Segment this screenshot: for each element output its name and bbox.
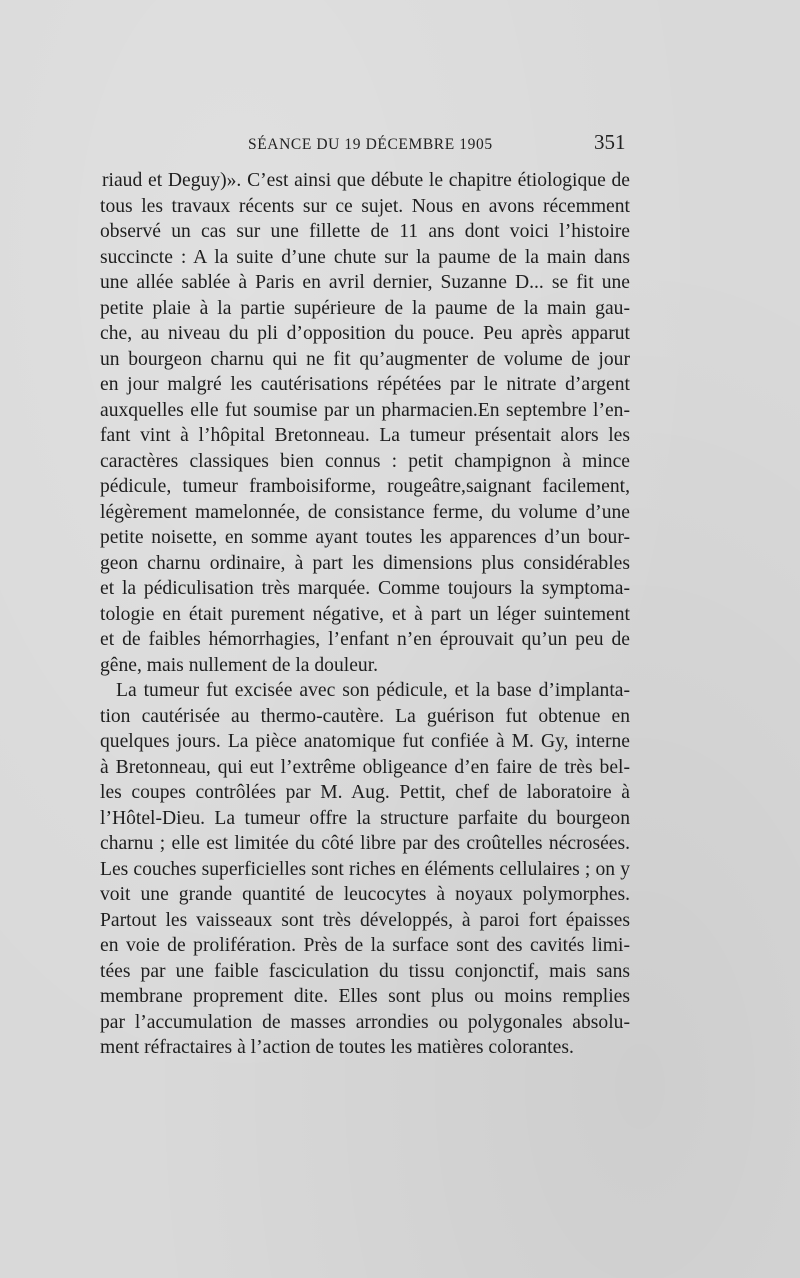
text-line: caractères classiques bien connus : petit champignon à mince	[100, 450, 630, 472]
running-head: SÉANCE DU 19 DÉCEMBRE 1905	[248, 136, 493, 153]
text-line: observé un cas sur une fillette de 11 ans dont voici l’histoire	[100, 221, 630, 242]
text-line: fant vint à l’hôpital Bretonneau. La tumeur présentait alors les	[100, 425, 630, 446]
text-line: che, au niveau du pli d’opposition du pouce. Peu après apparut	[100, 323, 630, 344]
text-line: par l’accumulation de masses arrondies ou polygonales absolu-	[100, 1011, 630, 1033]
text-line: tion cautérisée au thermo-cautère. La guérison fut obtenue en	[100, 705, 630, 727]
page-number: 351	[594, 130, 626, 154]
text-line: tous les travaux récents sur ce sujet. Nous en avons récemment	[100, 195, 630, 217]
text-line: tologie en était purement négative, et à part un léger suintement	[100, 603, 630, 625]
text-line: une allée sablée à Paris en avril dernier, Suzanne D... se fit une	[100, 272, 630, 293]
body-text	[100, 168, 630, 1061]
page-header	[0, 128, 800, 158]
text-line: riaud et Deguy)». C’est ainsi que débute le chapitre étiologique de	[102, 170, 630, 191]
text-line: petite plaie à la partie supérieure de la paume de la main gau-	[100, 297, 630, 319]
text-line: l’Hôtel-Dieu. La tumeur offre la structure parfaite du bourgeon	[100, 807, 630, 829]
text-line: en voie de prolifération. Près de la surface sont des cavités limi-	[100, 935, 630, 956]
text-line: tées par une faible fasciculation du tissu conjonctif, mais sans	[100, 960, 630, 982]
paragraph-2	[100, 678, 630, 1061]
text-line: à Bretonneau, qui eut l’extrême obligeance d’en faire de très bel-	[100, 756, 630, 778]
text-line: La tumeur fut excisée avec son pédicule, et la base d’implanta-	[116, 680, 630, 701]
text-line: quelques jours. La pièce anatomique fut confiée à M. Gy, interne	[100, 731, 630, 752]
text-line: en jour malgré les cautérisations répétées par le nitrate d’argent	[100, 374, 630, 395]
text-line: gêne, mais nullement de la douleur.	[100, 654, 379, 676]
text-line: membrane proprement dite. Elles sont plus ou moins remplies	[100, 986, 630, 1007]
paragraph-1	[100, 168, 630, 678]
text-line: geon charnu ordinaire, à part les dimensions plus considérables	[100, 552, 630, 574]
text-line: auxquelles elle fut soumise par un pharmacien.En septembre l’en-	[100, 399, 630, 421]
text-line: Les couches superficielles sont riches en éléments cellulaires ; on y	[100, 858, 630, 880]
text-line: succincte : A la suite d’une chute sur la paume de la main dans	[100, 246, 630, 268]
text-line: voit une grande quantité de leucocytes à noyaux polymorphes.	[100, 884, 630, 905]
text-line: petite noisette, en somme ayant toutes les apparences d’un bour-	[100, 527, 630, 548]
text-line: ment réfractaires à l’action de toutes les matières colorantes.	[100, 1037, 574, 1058]
text-line: et de faibles hémorrhagies, l’enfant n’en éprouvait qu’un peu de	[100, 629, 630, 650]
text-line: légèrement mamelonnée, de consistance ferme, du volume d’une	[100, 501, 630, 523]
text-line: Partout les vaisseaux sont très développés, à paroi fort épaisses	[100, 909, 630, 931]
text-line: les coupes contrôlées par M. Aug. Pettit, chef de laboratoire à	[100, 782, 630, 803]
text-line: et la pédiculisation très marquée. Comme toujours la symptoma-	[100, 578, 630, 599]
text-line: un bourgeon charnu qui ne fit qu’augmenter de volume de jour	[100, 348, 630, 370]
text-line: charnu ; elle est limitée du côté libre par des croûtelles nécrosées.	[100, 833, 630, 854]
text-line: pédicule, tumeur framboisiforme, rougeâtre,saignant facilement,	[100, 476, 630, 497]
